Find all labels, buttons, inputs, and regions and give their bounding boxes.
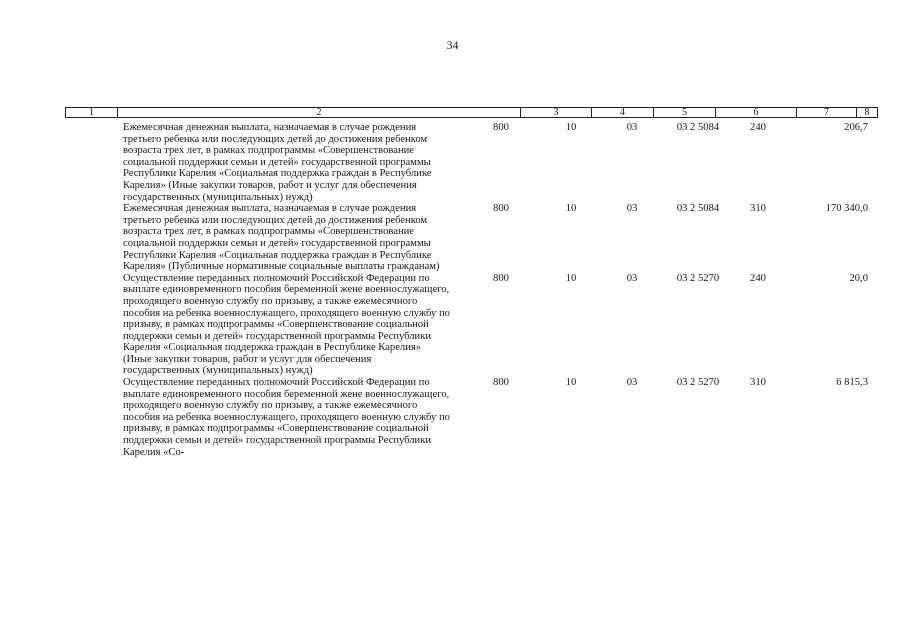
column-header-1: 1 — [89, 107, 94, 118]
cell-col8: 6 815,3 — [836, 377, 868, 389]
row-description: Осуществление переданных полномочий Российской Федерации по выплате единовременного пособия беременной жене военнослужащего, проходящего военную службу по призыву, а также ежемесячного пособия на ребенка военнослужащего, проходящего военную службу по призыву, в рамках подпрограммы «Совершенствование социальной поддержки семьи и детей» государственной программы Республики Карелия «Со- — [123, 377, 450, 458]
cell-col5: 03 — [626, 122, 638, 133]
cell-col8: 206,7 — [844, 122, 868, 133]
table-header-row — [65, 107, 878, 118]
cell-col5: 03 — [626, 272, 638, 284]
column-header-3: 3 — [520, 108, 591, 117]
table-row — [0, 122, 905, 203]
cell-col3: 800 — [493, 272, 509, 284]
row-description: Осуществление переданных полномочий Российской Федерации по выплате единовременного пособия беременной жене военнослужащего, проходящего военную службу по призыву, а также ежемесячного пособия на ребенка военнослужащего, проходящего военную службу по призыву, в рамках подпрограммы «Совершенствование социальной поддержки семьи и детей» государственной программы Республики Карелия «Социальная поддержка граждан в Республике Карелия» (Иные закупки товаров, работ и услуг для обеспечения государственных (муниципальных) нужд) — [123, 272, 450, 377]
column-header-8: 8 — [856, 108, 877, 117]
cell-col6: 03 2 5270 — [676, 377, 720, 389]
table-row — [0, 273, 905, 377]
cell-col7: 240 — [750, 122, 766, 133]
table-row — [0, 377, 905, 458]
table-body — [0, 122, 905, 458]
cell-col7: 240 — [750, 272, 766, 284]
cell-col3: 800 — [493, 203, 509, 215]
cell-col6: 03 2 5270 — [676, 272, 720, 284]
page-number: 34 — [446, 38, 459, 52]
cell-col6: 03 2 5084 — [676, 203, 720, 215]
column-header-5: 5 — [653, 108, 715, 117]
cell-col7: 310 — [750, 203, 766, 215]
cell-col4: 10 — [565, 122, 577, 133]
cell-col8: 170 340,0 — [825, 203, 868, 215]
cell-col3: 800 — [493, 377, 509, 389]
cell-col3: 800 — [493, 122, 509, 133]
cell-col8: 20,0 — [849, 272, 868, 284]
table-row — [0, 203, 905, 273]
cell-col5: 03 — [626, 377, 638, 389]
cell-col5: 03 — [626, 203, 638, 215]
column-header-4: 4 — [591, 108, 653, 117]
column-header-2: 2 — [117, 108, 520, 117]
cell-col4: 10 — [565, 377, 577, 389]
row-description: Ежемесячная денежная выплата, назначаемая в случае рождения третьего ребенка или последующих детей до достижения ребенком возраста трех лет, в рамках подпрограммы «Совершенствование социальной поддержки семьи и детей» государственной программы Республики Карелия «Социальная поддержка граждан в Республике Карелия» (Иные закупки товаров, работ и услуг для обеспечения государственных (муниципальных) нужд) — [123, 122, 432, 203]
cell-col4: 10 — [565, 203, 577, 215]
cell-col4: 10 — [565, 272, 577, 284]
cell-col6: 03 2 5084 — [676, 122, 720, 133]
column-header-7: 7 — [796, 108, 856, 117]
row-description: Ежемесячная денежная выплата, назначаемая в случае рождения третьего ребенка или последующих детей до достижения ребенком возраста трех лет, в рамках подпрограммы «Совершенствование социальной поддержки семьи и детей» государственной программы Республики Карелия «Социальная поддержка граждан в Республике Карелия» (Публичные нормативные социальные выплаты гражданам) — [123, 203, 440, 273]
column-header-6: 6 — [715, 108, 796, 117]
cell-col7: 310 — [750, 377, 766, 389]
